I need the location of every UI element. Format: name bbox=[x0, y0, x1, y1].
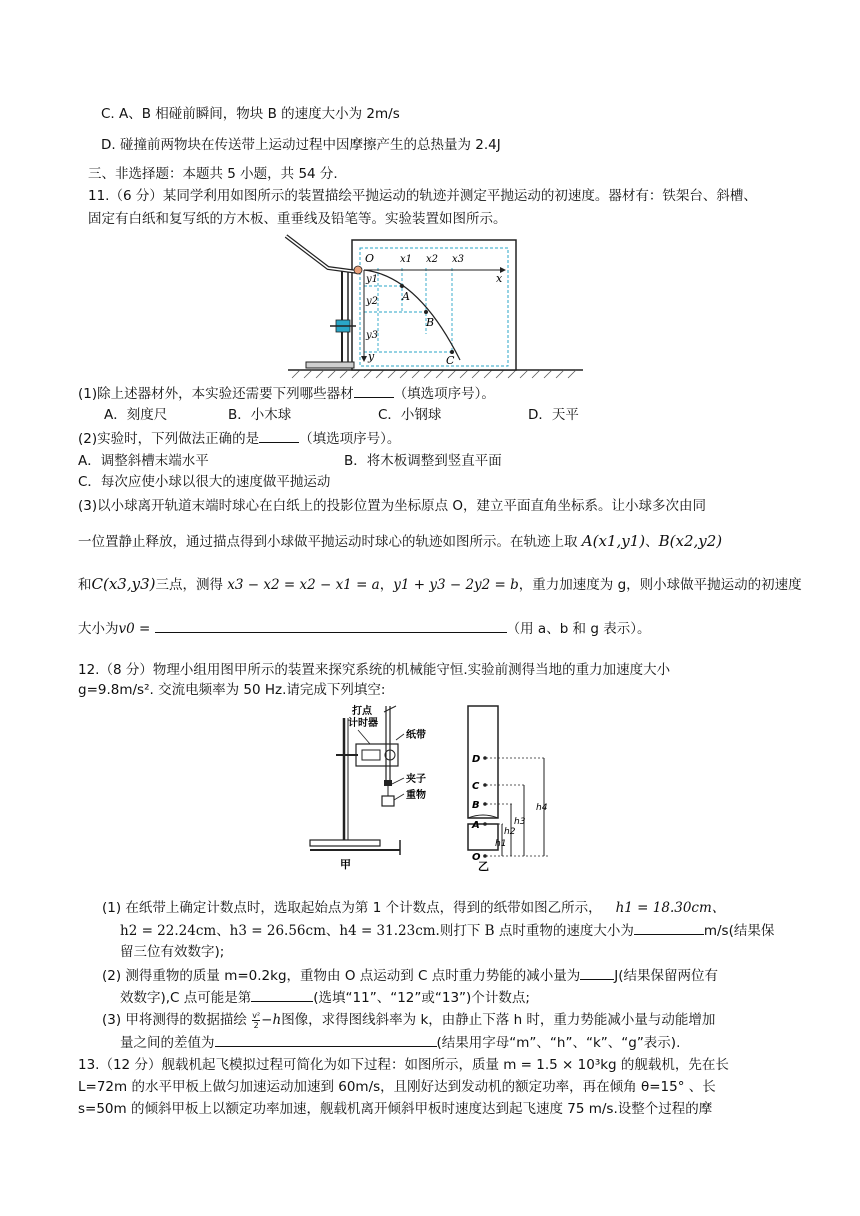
q11-part3-line1: (3)以小球离开轨道末端时球心在白纸上的投影位置为坐标原点 O，建立平面直角坐标系。让小球多次由同 bbox=[78, 498, 707, 514]
fig-label-x-axis: x bbox=[496, 272, 503, 285]
q11-part1: (1)除上述器材外，本实验还需要下列哪些器材 （填选项序号）。 bbox=[78, 383, 495, 404]
q11-p1-option-d: D．天平 bbox=[528, 407, 579, 423]
fig-label-D: D bbox=[472, 754, 481, 765]
fig-label-A: A bbox=[402, 290, 410, 303]
fig-label-O: O bbox=[365, 252, 375, 265]
fig-label-yi: 乙 bbox=[478, 860, 489, 872]
fig-label-jia: 甲 bbox=[340, 858, 351, 871]
fig-label-tape: 纸带 bbox=[406, 730, 426, 741]
equation-a: x3 − x2 = x2 − x1 = a bbox=[227, 577, 380, 593]
q12-part2-line2: 效数字),C 点可能是第 (选填“11”、“12”或“13”)个计数点; bbox=[120, 987, 530, 1008]
fig-label-C: C bbox=[446, 354, 455, 367]
q10-option-d: D. 碰撞前两物块在传送带上运动过程中因摩擦产生的总热量为 2.4J bbox=[101, 137, 501, 153]
q12-stem-line2: g=9.8m/s². 交流电频率为 50 Hz.请完成下列填空: bbox=[78, 682, 386, 698]
projectile-apparatus-figure bbox=[278, 228, 588, 380]
q11-part2: (2)实验时，下列做法正确的是 （填选项序号）。 bbox=[78, 428, 400, 449]
q11-p1-option-c: C．小钢球 bbox=[378, 407, 442, 423]
v-squared-over-2: $\frac{\text{v²}}{2}$ bbox=[252, 1010, 261, 1030]
answer-blank[interactable] bbox=[580, 965, 614, 980]
fig-label-O: O bbox=[472, 852, 481, 863]
fig-label-h1: h1 bbox=[495, 839, 507, 849]
answer-blank[interactable] bbox=[155, 618, 507, 633]
answer-blank[interactable] bbox=[354, 383, 394, 398]
q13-stem-line3: s=50m 的倾斜甲板上以额定功率加速，舰载机离开倾斜甲板时速度达到起飞速度 75 m/s.设整个过程的摩 bbox=[78, 1101, 713, 1117]
fig-label-C: C bbox=[472, 781, 480, 792]
equation-b: y1 + y3 − 2y2 = b bbox=[393, 577, 519, 593]
q11-p1-option-a: A．刻度尺 bbox=[104, 407, 168, 423]
q11-p2-option-b: B．将木板调整到竖直平面 bbox=[344, 453, 502, 469]
point-A-coords: A(x1,y1) bbox=[581, 532, 646, 550]
fig-label-h2: h2 bbox=[504, 827, 516, 837]
fig-label-B: B bbox=[472, 800, 480, 811]
fig-label-A: A bbox=[472, 820, 480, 831]
fig-label-timer-2: 计时器 bbox=[348, 718, 378, 729]
q11-part3-line4: 大小为v0 = （用 a、b 和 g 表示）。 bbox=[78, 618, 650, 639]
q12-part1-line2: h2 = 22.24cm、h3 = 26.56cm、h4 = 31.23cm.则打下 B 点时重物的速度大小为 m/s(结果保 bbox=[120, 920, 774, 941]
fig-label-x1: x1 bbox=[400, 254, 413, 265]
fig-label-y-axis: y bbox=[368, 350, 375, 363]
q12-part1-line1: (1) 在纸带上确定计数点时，选取起始点为第 1 个计数点，得到的纸带如图乙所示， h1 = 18.30cm、 bbox=[102, 900, 726, 916]
fig-label-x2: x2 bbox=[426, 254, 439, 265]
answer-blank[interactable] bbox=[259, 428, 299, 443]
fig-label-y2: y2 bbox=[366, 296, 379, 307]
h1-value: h1 = 18.30cm、 bbox=[615, 900, 726, 916]
q10-option-c: C. A、B 相碰前瞬间，物块 B 的速度大小为 2m/s bbox=[101, 106, 400, 122]
answer-blank[interactable] bbox=[634, 920, 704, 935]
fig-label-B: B bbox=[426, 316, 435, 329]
q11-p2-option-a: A．调整斜槽末端水平 bbox=[78, 453, 209, 469]
v0-symbol: v0 = bbox=[118, 621, 151, 637]
q11-stem-line1: 11.（6 分）某同学利用如图所示的装置描绘平抛运动的轨迹并测定平抛运动的初速度。器材有：铁架台、斜槽、 bbox=[88, 188, 757, 204]
fig-label-h3: h3 bbox=[514, 817, 526, 827]
fig-label-timer-1: 打点 bbox=[352, 706, 372, 717]
q12-part1-line3: 留三位有效数字); bbox=[120, 944, 225, 960]
q11-p1-option-b: B．小木球 bbox=[228, 407, 292, 423]
answer-blank[interactable] bbox=[215, 1032, 437, 1047]
q11-stem-line2: 固定有白纸和复写纸的方木板、重垂线及铅笔等。实验装置如图所示。 bbox=[88, 211, 507, 227]
q13-stem-line2: L=72m 的水平甲板上做匀加速运动加速到 60m/s，且刚好达到发动机的额定功率，再在倾角 θ=15° 、长 bbox=[78, 1079, 716, 1095]
energy-conservation-figure bbox=[300, 700, 580, 872]
fig-label-weight: 重物 bbox=[406, 790, 426, 801]
section-heading: 三、非选择题：本题共 5 小题，共 54 分. bbox=[88, 166, 338, 182]
q12-part3-line1: (3) 甲将测得的数据描绘 $\frac{\text{v²}}{2}$ −h图像，求得图线斜率为 k，由静止下落 h 时，重力势能减小量与动能增加 bbox=[102, 1010, 716, 1030]
answer-blank[interactable] bbox=[251, 987, 313, 1002]
point-C-coords: C(x3,y3) bbox=[91, 575, 156, 593]
fig-label-y3: y3 bbox=[366, 330, 379, 341]
fig-label-y1: y1 bbox=[366, 274, 379, 285]
q12-part2-line1: (2) 测得重物的质量 m=0.2kg，重物由 O 点运动到 C 点时重力势能的减小量为 J(结果保留两位有 bbox=[102, 965, 718, 986]
q13-stem-line1: 13.（12 分）舰载机起飞模拟过程可简化为如下过程：如图所示，质量 m = 1.5 × 10³kg 的舰载机，先在长 bbox=[78, 1057, 729, 1073]
q12-stem-line1: 12.（8 分）物理小组用图甲所示的装置来探究系统的机械能守恒.实验前测得当地的重力加速度大小 bbox=[78, 662, 671, 678]
fig-label-x3: x3 bbox=[452, 254, 465, 265]
q11-part3-line3: 和C(x3,y3)三点，测得 x3 − x2 = x2 − x1 = a，y1 + y3 − 2y2 = b，重力加速度为 g，则小球做平抛运动的初速度 bbox=[78, 575, 802, 593]
q11-p2-option-c: C．每次应使小球以很大的速度做平抛运动 bbox=[78, 474, 331, 490]
fig-label-h4: h4 bbox=[536, 803, 548, 813]
q11-part3-line2: 一位置静止释放，通过描点得到小球做平抛运动时球心的轨迹如图所示。在轨迹上取 A(x1,y1)、B(x2,y2) bbox=[78, 532, 723, 550]
point-B-coords: B(x2,y2) bbox=[658, 532, 723, 550]
q12-part3-line2: 量之间的差值为 (结果用字母“m”、“h”、“k”、“g”表示). bbox=[120, 1032, 680, 1053]
fig-label-clip: 夹子 bbox=[406, 774, 426, 785]
